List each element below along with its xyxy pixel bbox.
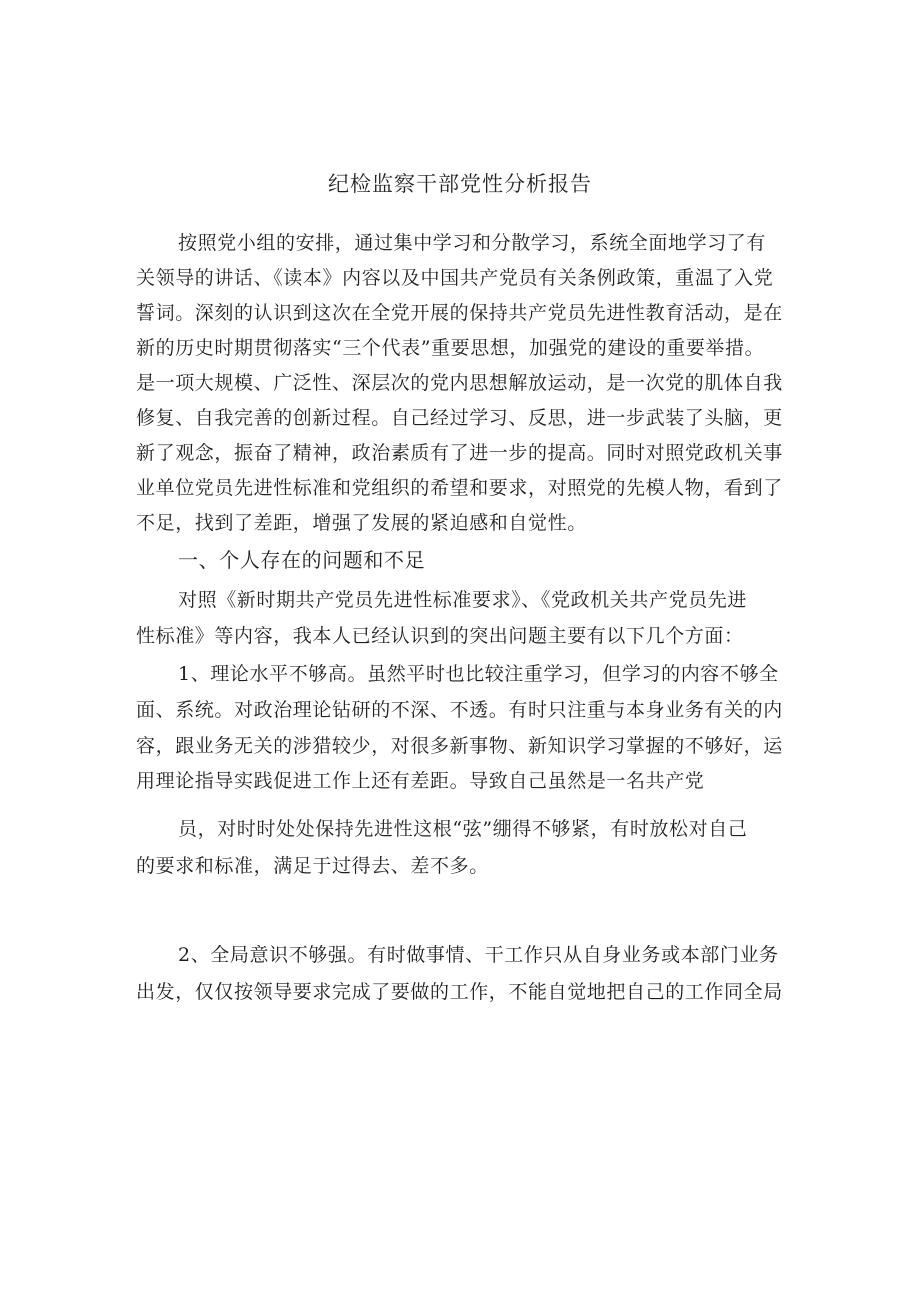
item1-line: 1、理论水平不够高。虽然平时也比较注重学习，但学习的内容不够全 (178, 663, 779, 685)
item1-line: 容，跟业务无关的涉猎较少，对很多新事物、新知识学习掌握的不够好，运 (136, 735, 783, 757)
item1-line: 用理论指导实践促进工作上还有差距。导致自己虽然是一名共产党 (136, 770, 705, 792)
intro-line: 是一项大规模、广泛性、深层次的党内思想解放运动，是一次党的肌体自我 (136, 372, 783, 394)
intro-line: 誓词。深刻的认识到这次在全党开展的保持共产党员先进性教育活动，是在 (136, 302, 783, 324)
section-intro-line: 对照《新时期共产党员先进性标准要求》、《党政机关共产党员先进 (178, 589, 748, 611)
item1-continuation-line: 员，对时时处处保持先进性这根“弦”绷得不够紧，有时放松对自己 (178, 818, 748, 840)
intro-line: 关领导的讲话、《读本》内容以及中国共产党员有关条例政策，重温了入党 (136, 267, 774, 289)
intro-line: 新的历史时期贯彻落实“三个代表”重要思想，加强党的建设的重要举措。 (136, 337, 765, 359)
section-heading: 一、个人存在的问题和不足 (178, 548, 426, 572)
item2-line: 2、全局意识不够强。有时做事情、干工作只从自身业务或本部门业务 (178, 944, 779, 966)
intro-line: 新了观念，振奋了精神，政治素质有了进一步的提高。同时对照党政机关事 (136, 442, 783, 464)
section-intro-line: 性标准》等内容，我本人已经认识到的突出问题主要有以下几个方面： (136, 625, 744, 647)
item2-line: 出发，仅仅按领导要求完成了要做的工作，不能自觉地把自己的工作同全局 (136, 981, 783, 1003)
intro-line: 修复、自我完善的创新过程。自己经过学习、反思，进一步武装了头脑，更 (136, 407, 783, 429)
document-title: 纪检监察干部党性分析报告 (328, 172, 592, 196)
item1-line: 面、系统。对政治理论钻研的不深、不透。有时只注重与本身业务有关的内 (136, 699, 783, 721)
intro-line: 业单位党员先进性标准和党组织的希望和要求，对照党的先模人物，看到了 (136, 477, 783, 499)
intro-line: 按照党小组的安排，通过集中学习和分散学习，系统全面地学习了有 (178, 232, 767, 254)
item1-continuation-line: 的要求和标准，满足于过得去、差不多。 (136, 855, 489, 877)
intro-line: 不足，找到了差距，增强了发展的紧迫感和自觉性。 (136, 512, 587, 534)
